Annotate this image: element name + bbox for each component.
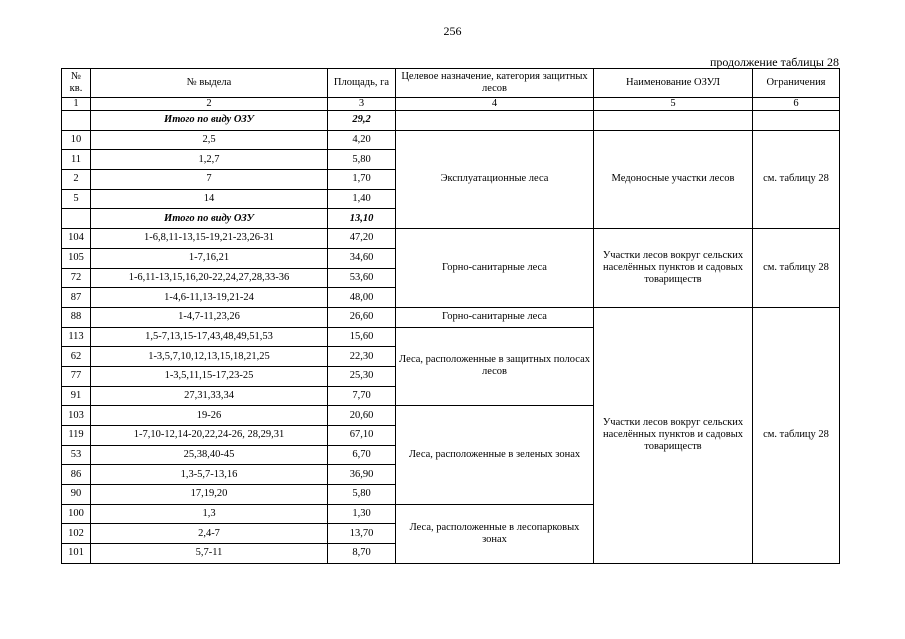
column-number-row: [62, 98, 840, 111]
total-value: 29,2: [328, 111, 396, 131]
area-cell: 6,70: [328, 445, 396, 465]
vydel-cell: 1-7,16,21: [91, 248, 328, 268]
column-number: 5: [594, 98, 753, 111]
header-ozul: Наименование ОЗУЛ: [594, 69, 753, 98]
kv-cell: 72: [62, 268, 91, 288]
table-row: [62, 307, 840, 327]
kv-cell: 87: [62, 288, 91, 308]
purpose-cell: Эксплуатационные леса: [396, 130, 594, 228]
header-limits: Ограничения: [753, 69, 840, 98]
page-number: 256: [443, 24, 462, 38]
vydel-cell: 1-6,8,11-13,15-19,21-23,26-31: [91, 229, 328, 249]
kv-cell: 102: [62, 524, 91, 544]
vydel-cell: 1,3: [91, 504, 328, 524]
kv-cell: 53: [62, 445, 91, 465]
area-cell: 25,30: [328, 366, 396, 386]
vydel-cell: 1-4,7-11,23,26: [91, 307, 328, 327]
ozul-cell: Участки лесов вокруг сельских населённых пунктов и садовых товариществ: [594, 307, 753, 563]
purpose-cell: Горно-санитарные леса: [396, 307, 594, 327]
total-label: Итого по виду ОЗУ: [91, 209, 328, 229]
vydel-cell: 7: [91, 170, 328, 190]
header-row: [62, 69, 840, 98]
header-vydel: № выдела: [91, 69, 328, 98]
kv-cell: 100: [62, 504, 91, 524]
empty-cell: [594, 111, 753, 131]
kv-cell: 113: [62, 327, 91, 347]
kv-cell: 2: [62, 170, 91, 190]
vydel-cell: 1,5-7,13,15-17,43,48,49,51,53: [91, 327, 328, 347]
kv-cell: 62: [62, 347, 91, 367]
area-cell: 53,60: [328, 268, 396, 288]
table-row: [62, 130, 840, 150]
vydel-cell: 1-3,5,7,10,12,13,15,18,21,25: [91, 347, 328, 367]
vydel-cell: 14: [91, 189, 328, 209]
header-area: Площадь, га: [328, 69, 396, 98]
vydel-cell: 5,7-11: [91, 544, 328, 564]
area-cell: 1,70: [328, 170, 396, 190]
kv-cell: 11: [62, 150, 91, 170]
column-number: 3: [328, 98, 396, 111]
forest-table: [61, 68, 840, 564]
table-continuation-label: продолжение таблицы 28: [709, 55, 839, 69]
area-cell: 34,60: [328, 248, 396, 268]
vydel-cell: 25,38,40-45: [91, 445, 328, 465]
header-kv: № кв.: [62, 69, 91, 98]
area-cell: 1,40: [328, 189, 396, 209]
area-cell: 13,70: [328, 524, 396, 544]
column-number: 2: [91, 98, 328, 111]
ozul-cell: Медоносные участки лесов: [594, 130, 753, 228]
area-cell: 7,70: [328, 386, 396, 406]
vydel-cell: 17,19,20: [91, 485, 328, 505]
vydel-cell: 1,3-5,7-13,16: [91, 465, 328, 485]
area-cell: 22,30: [328, 347, 396, 367]
kv-cell: 88: [62, 307, 91, 327]
area-cell: 36,90: [328, 465, 396, 485]
table-body: [62, 69, 840, 564]
ozul-cell: Участки лесов вокруг сельских населённых пунктов и садовых товариществ: [594, 229, 753, 308]
kv-cell: 86: [62, 465, 91, 485]
empty-cell: [62, 111, 91, 131]
total-row: [62, 111, 840, 131]
vydel-cell: 19-26: [91, 406, 328, 426]
empty-cell: [62, 209, 91, 229]
vydel-cell: 1-6,11-13,15,16,20-22,24,27,28,33-36: [91, 268, 328, 288]
kv-cell: 119: [62, 426, 91, 446]
area-cell: 48,00: [328, 288, 396, 308]
kv-cell: 105: [62, 248, 91, 268]
area-cell: 4,20: [328, 130, 396, 150]
column-number: 6: [753, 98, 840, 111]
vydel-cell: 1,2,7: [91, 150, 328, 170]
kv-cell: 103: [62, 406, 91, 426]
column-number: 1: [62, 98, 91, 111]
vydel-cell: 2,4-7: [91, 524, 328, 544]
purpose-cell: Леса, расположенные в лесопарковых зонах: [396, 504, 594, 563]
kv-cell: 101: [62, 544, 91, 564]
area-cell: 26,60: [328, 307, 396, 327]
kv-cell: 91: [62, 386, 91, 406]
limits-cell: см. таблицу 28: [753, 130, 840, 228]
vydel-cell: 1-3,5,11,15-17,23-25: [91, 366, 328, 386]
header-purpose: Целевое назначение, категория защитных лесов: [396, 69, 594, 98]
vydel-cell: 27,31,33,34: [91, 386, 328, 406]
empty-cell: [396, 111, 594, 131]
area-cell: 1,30: [328, 504, 396, 524]
kv-cell: 90: [62, 485, 91, 505]
vydel-cell: 1-4,6-11,13-19,21-24: [91, 288, 328, 308]
kv-cell: 104: [62, 229, 91, 249]
purpose-cell: Леса, расположенные в зеленых зонах: [396, 406, 594, 504]
limits-cell: см. таблицу 28: [753, 307, 840, 563]
area-cell: 67,10: [328, 426, 396, 446]
vydel-cell: 1-7,10-12,14-20,22,24-26, 28,29,31: [91, 426, 328, 446]
area-cell: 47,20: [328, 229, 396, 249]
purpose-cell: Горно-санитарные леса: [396, 229, 594, 308]
area-cell: 8,70: [328, 544, 396, 564]
area-cell: 15,60: [328, 327, 396, 347]
area-cell: 5,80: [328, 485, 396, 505]
limits-cell: см. таблицу 28: [753, 229, 840, 308]
table-row: [62, 229, 840, 249]
area-cell: 20,60: [328, 406, 396, 426]
purpose-cell: Леса, расположенные в защитных полосах лесов: [396, 327, 594, 406]
total-value: 13,10: [328, 209, 396, 229]
area-cell: 5,80: [328, 150, 396, 170]
kv-cell: 5: [62, 189, 91, 209]
empty-cell: [753, 111, 840, 131]
total-label: Итого по виду ОЗУ: [91, 111, 328, 131]
kv-cell: 10: [62, 130, 91, 150]
vydel-cell: 2,5: [91, 130, 328, 150]
kv-cell: 77: [62, 366, 91, 386]
column-number: 4: [396, 98, 594, 111]
